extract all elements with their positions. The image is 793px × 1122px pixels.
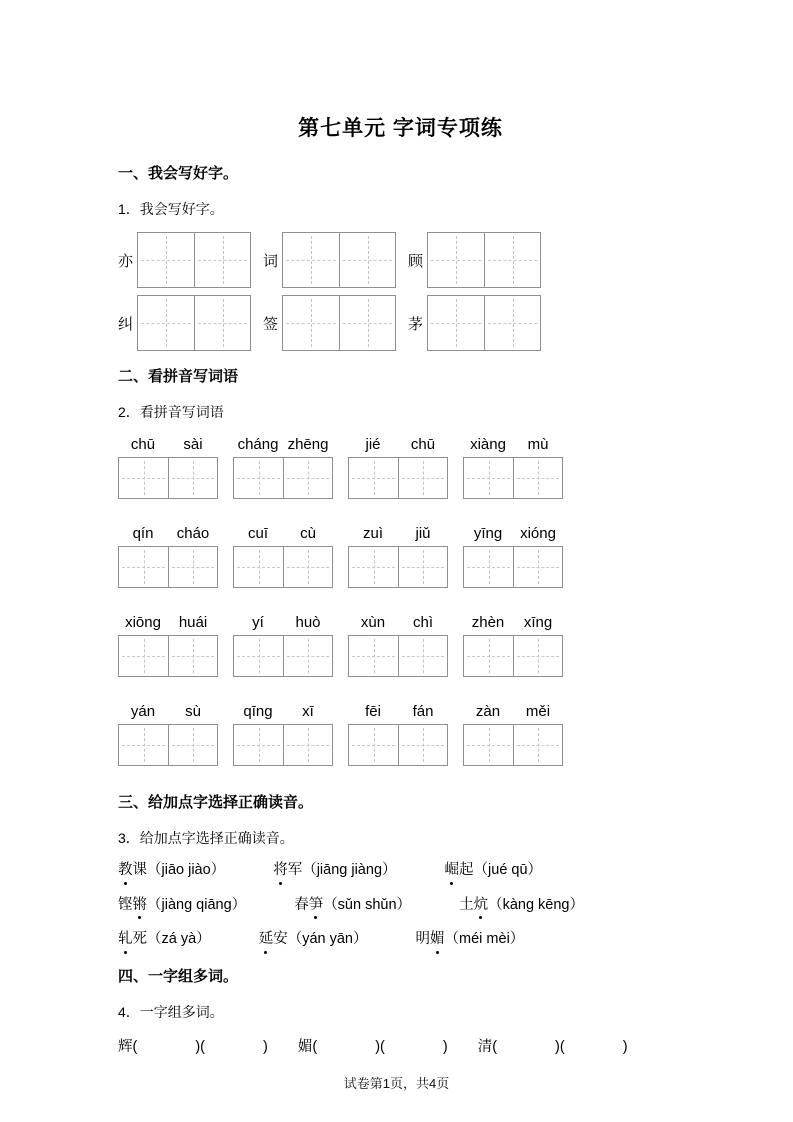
writing-grid[interactable] — [282, 232, 396, 288]
pinyin-labels — [233, 524, 333, 544]
word-building-item — [298, 1035, 448, 1056]
pinyin-row-4 — [118, 702, 683, 766]
pronunciation-item — [273, 861, 396, 881]
writing-cell — [234, 725, 283, 765]
pronunciation-item — [118, 896, 246, 916]
section2-heading: 二、看拼音写词语 — [118, 368, 239, 385]
writing-cell — [513, 547, 562, 587]
character-group — [263, 232, 396, 288]
writing-cell — [513, 458, 562, 498]
reading-options: （méi mèi） — [444, 931, 525, 948]
writing-grid[interactable] — [463, 635, 563, 677]
pinyin-syllable: qín — [132, 525, 154, 542]
writing-grid[interactable] — [427, 232, 541, 288]
dotted-character: 延 — [259, 930, 274, 950]
section-write-characters — [118, 162, 683, 351]
writing-grid[interactable] — [118, 457, 218, 499]
writing-cell — [484, 296, 540, 350]
reading-options: （yán yān） — [287, 931, 368, 948]
answer-blanks[interactable]: ( )( ) — [312, 1038, 448, 1055]
pinyin-labels — [463, 702, 563, 722]
pinyin-group — [463, 435, 563, 499]
character-group — [118, 295, 251, 351]
character-label: 词 — [263, 252, 279, 270]
pinyin-syllable: mù — [527, 436, 549, 453]
word-building-item — [478, 1035, 628, 1056]
pinyin-labels — [118, 613, 218, 633]
section1-heading: 一、我会写好字。 — [118, 165, 239, 182]
dotted-character: 锵 — [133, 896, 148, 916]
dotted-character: 媚 — [430, 930, 445, 950]
pinyin-syllable: jié — [365, 436, 381, 453]
pinyin-labels — [463, 613, 563, 633]
pinyin-syllable: chū — [410, 436, 436, 453]
writing-grid[interactable] — [137, 295, 251, 351]
section-one-char-many-words — [118, 965, 683, 1056]
section3-heading: 三、给加点字选择正确读音。 — [118, 794, 314, 811]
pinyin-syllable: xióng — [520, 525, 556, 542]
writing-grid[interactable] — [233, 724, 333, 766]
pinyin-group — [463, 702, 563, 766]
pronunciation-item — [416, 930, 525, 950]
writing-cell — [168, 458, 217, 498]
pronunciation-item — [259, 930, 368, 950]
section4-question: 4．一字组多词。 — [118, 1003, 224, 1020]
writing-grid[interactable] — [118, 724, 218, 766]
writing-cell — [119, 636, 168, 676]
word-pre: 明 — [415, 931, 431, 948]
dotted-character: 炕 — [474, 896, 489, 916]
writing-cell — [339, 233, 395, 287]
character-row — [118, 295, 683, 351]
writing-grid[interactable] — [463, 457, 563, 499]
pinyin-group — [348, 435, 448, 499]
word-building-line — [118, 1035, 683, 1056]
pinyin-row-1 — [118, 435, 683, 499]
pinyin-syllable: xīng — [523, 614, 553, 631]
writing-cell — [428, 296, 484, 350]
pronunciation-line — [118, 896, 683, 916]
pinyin-syllable: měi — [525, 703, 551, 720]
section-choose-pronunciation — [118, 791, 683, 950]
writing-cell — [464, 547, 513, 587]
pinyin-group — [348, 613, 448, 677]
pinyin-syllable: yí — [252, 614, 264, 631]
pinyin-labels — [233, 702, 333, 722]
word-pre: 土 — [459, 896, 474, 913]
pinyin-group — [348, 702, 448, 766]
writing-cell — [138, 296, 194, 350]
pinyin-syllable: xiōng — [125, 614, 161, 631]
writing-grid[interactable] — [233, 546, 333, 588]
writing-cell — [349, 458, 398, 498]
writing-cell — [283, 296, 339, 350]
writing-grid[interactable] — [463, 724, 563, 766]
writing-cell — [349, 547, 398, 587]
writing-cell — [398, 725, 447, 765]
character-label: 纠 — [118, 315, 134, 333]
writing-cell — [464, 725, 513, 765]
pinyin-labels — [118, 702, 218, 722]
word-post: 安 — [273, 931, 288, 948]
writing-grid[interactable] — [282, 295, 396, 351]
writing-cell — [283, 547, 332, 587]
writing-cell — [234, 458, 283, 498]
writing-grid[interactable] — [348, 635, 448, 677]
writing-cell — [349, 636, 398, 676]
pinyin-row-3 — [118, 613, 683, 677]
pinyin-syllable: qīng — [243, 703, 273, 720]
pinyin-syllable: cháo — [176, 525, 210, 542]
writing-cell — [513, 725, 562, 765]
pinyin-syllable: fán — [412, 703, 434, 720]
writing-cell — [119, 547, 168, 587]
writing-cell — [168, 725, 217, 765]
base-character: 清 — [477, 1038, 493, 1055]
writing-grid[interactable] — [118, 635, 218, 677]
character-group — [408, 295, 541, 351]
pinyin-syllable: xùn — [360, 614, 386, 631]
word-post: 课 — [132, 862, 147, 878]
pronunciation-item — [118, 930, 211, 950]
word-post: 起 — [459, 862, 474, 878]
base-character: 辉 — [118, 1038, 133, 1055]
character-label: 亦 — [118, 252, 134, 270]
pinyin-syllable: yán — [130, 703, 156, 720]
writing-cell — [349, 725, 398, 765]
writing-cell — [484, 233, 540, 287]
pinyin-syllable: yīng — [473, 525, 503, 542]
writing-cell — [234, 547, 283, 587]
pinyin-labels — [348, 613, 448, 633]
page-footer: 试卷第1页，共4页 — [343, 1076, 450, 1091]
dotted-character: 笋 — [309, 896, 324, 916]
pinyin-group — [233, 702, 333, 766]
writing-grid[interactable] — [348, 546, 448, 588]
pinyin-syllable: xiàng — [470, 436, 506, 453]
pinyin-labels — [348, 524, 448, 544]
word-post: 死 — [132, 931, 147, 948]
pinyin-labels — [118, 435, 218, 455]
pinyin-group — [118, 613, 218, 677]
pronunciation-line — [118, 930, 683, 950]
writing-cell — [194, 296, 250, 350]
pinyin-group — [233, 435, 333, 499]
writing-grid[interactable] — [348, 457, 448, 499]
writing-grid[interactable] — [348, 724, 448, 766]
dotted-character: 崛 — [445, 861, 460, 881]
pinyin-syllable: zuì — [362, 525, 383, 542]
writing-cell — [464, 458, 513, 498]
section-pinyin-words — [118, 365, 683, 766]
writing-cell — [398, 636, 447, 676]
character-label: 顾 — [408, 252, 424, 270]
writing-cell — [168, 547, 217, 587]
character-label: 签 — [263, 315, 279, 333]
page-title: 第七单元 字词专项练 — [298, 117, 503, 140]
pinyin-labels — [463, 435, 563, 455]
pinyin-syllable: huò — [295, 614, 321, 631]
writing-cell — [194, 233, 250, 287]
dotted-character: 将 — [273, 861, 288, 881]
reading-options: （jiàng qiāng） — [147, 896, 247, 913]
writing-cell — [398, 458, 447, 498]
section3-question: 3．给加点字选择正确读音。 — [118, 830, 294, 846]
writing-grid[interactable] — [137, 232, 251, 288]
pronunciation-item — [459, 896, 584, 916]
pinyin-group — [118, 435, 218, 499]
character-group — [263, 295, 396, 351]
reading-options: （jiāng jiàng） — [302, 862, 397, 878]
writing-cell — [339, 296, 395, 350]
pinyin-labels — [463, 524, 563, 544]
writing-grid[interactable] — [427, 295, 541, 351]
character-group — [118, 232, 251, 288]
pinyin-syllable: chì — [412, 614, 433, 631]
writing-cell — [119, 725, 168, 765]
writing-grid[interactable] — [463, 546, 563, 588]
answer-blanks[interactable]: ( )( ) — [132, 1038, 268, 1055]
reading-options: （jiāo jiào） — [147, 862, 226, 878]
writing-grid[interactable] — [233, 457, 333, 499]
section1-question: 1．我会写好字。 — [118, 201, 224, 217]
reading-options: （zá yà） — [147, 931, 211, 948]
writing-grid[interactable] — [118, 546, 218, 588]
pinyin-labels — [118, 524, 218, 544]
writing-cell — [428, 233, 484, 287]
pinyin-group — [233, 613, 333, 677]
writing-cell — [283, 458, 332, 498]
reading-options: （sǔn shǔn） — [323, 896, 412, 913]
dotted-character: 教 — [118, 861, 133, 881]
writing-cell — [168, 636, 217, 676]
writing-cell — [283, 725, 332, 765]
pinyin-syllable: cháng — [237, 436, 279, 453]
writing-cell — [398, 547, 447, 587]
pronunciation-item — [118, 861, 225, 881]
section2-question: 2．看拼音写词语 — [118, 404, 224, 420]
pinyin-syllable: chū — [130, 436, 156, 453]
pinyin-syllable: zhēng — [287, 436, 329, 453]
pinyin-row-2 — [118, 524, 683, 588]
character-group — [408, 232, 541, 288]
word-pre: 铿 — [118, 896, 133, 913]
pinyin-syllable: sù — [185, 703, 201, 720]
pinyin-group — [233, 524, 333, 588]
pinyin-group — [463, 524, 563, 588]
reading-options: （jué qū） — [473, 862, 543, 878]
pinyin-group — [348, 524, 448, 588]
pinyin-syllable: cù — [300, 525, 316, 542]
word-building-item — [118, 1035, 268, 1056]
pinyin-syllable: cuī — [247, 525, 268, 542]
pronunciation-item — [294, 896, 411, 916]
pinyin-syllable: huái — [178, 614, 208, 631]
pinyin-group — [118, 524, 218, 588]
writing-cell — [283, 233, 339, 287]
writing-cell — [138, 233, 194, 287]
answer-blanks[interactable]: ( )( ) — [492, 1038, 628, 1055]
base-character: 媚 — [297, 1038, 313, 1055]
pinyin-syllable: jiǔ — [415, 525, 431, 542]
writing-cell — [464, 636, 513, 676]
word-pre: 春 — [294, 896, 309, 913]
pinyin-syllable: fēi — [365, 703, 381, 720]
pinyin-group — [463, 613, 563, 677]
word-post: 军 — [287, 862, 303, 878]
pinyin-labels — [348, 435, 448, 455]
pronunciation-line — [118, 861, 683, 881]
dotted-character: 轧 — [118, 930, 133, 950]
pinyin-group — [118, 702, 218, 766]
pinyin-syllable: zàn — [475, 703, 501, 720]
pinyin-labels — [233, 613, 333, 633]
pinyin-syllable: zhèn — [471, 614, 505, 631]
writing-cell — [119, 458, 168, 498]
pinyin-labels — [348, 702, 448, 722]
writing-cell — [234, 636, 283, 676]
character-row — [118, 232, 683, 288]
writing-cell — [513, 636, 562, 676]
section4-heading: 四、一字组多词。 — [118, 967, 239, 985]
pinyin-syllable: xī — [302, 703, 314, 720]
pronunciation-item — [445, 861, 543, 881]
writing-grid[interactable] — [233, 635, 333, 677]
reading-options: （kàng kēng） — [488, 896, 584, 913]
pinyin-syllable: sài — [183, 436, 203, 453]
writing-cell — [283, 636, 332, 676]
pinyin-labels — [233, 435, 333, 455]
character-label: 茅 — [408, 315, 424, 333]
